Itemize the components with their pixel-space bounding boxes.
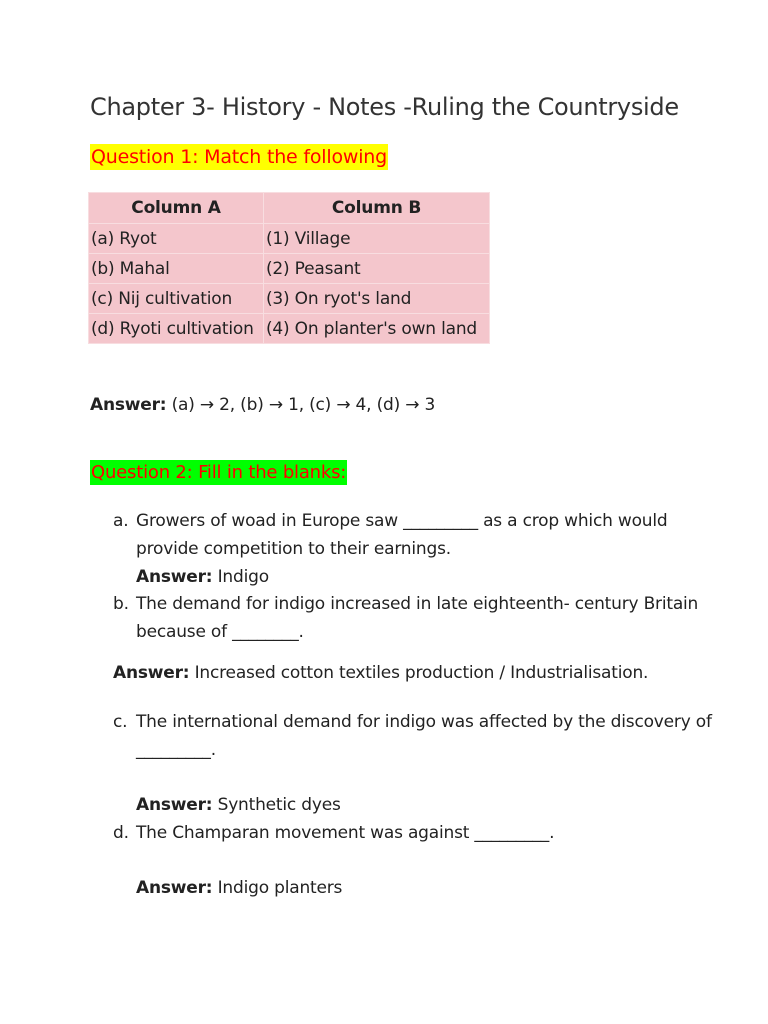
list-marker: a. (113, 511, 129, 531)
item-answer (113, 663, 648, 683)
table-cell: (b) Mahal (89, 254, 264, 284)
column-b-header: Column B (264, 193, 490, 224)
answer-label: Answer: (136, 878, 213, 898)
answer-label: Answer: (136, 795, 213, 815)
answer-label: Answer: (136, 567, 213, 587)
question-text: The international demand for indigo was affected by the discovery of _________. (136, 712, 712, 760)
answer-text: Indigo planters (212, 878, 343, 898)
table-cell: (d) Ryoti cultivation (89, 314, 264, 344)
answer-label: Answer: (90, 395, 167, 415)
list-marker: b. (113, 594, 129, 614)
question-1-answer (90, 395, 435, 415)
table-cell: (1) Village (264, 224, 490, 254)
list-marker: c. (113, 712, 128, 732)
spacer (113, 847, 723, 874)
item-answer (136, 791, 723, 819)
table-cell: (c) Nij cultivation (89, 284, 264, 314)
item-answer (136, 874, 723, 902)
table-header-row (89, 193, 490, 224)
list-marker: d. (113, 823, 129, 843)
item-answer (136, 563, 723, 591)
page-title: Chapter 3- History - Notes -Ruling the Countryside (90, 93, 679, 121)
list-item (113, 507, 723, 591)
match-table (88, 192, 490, 344)
table-cell: (a) Ryot (89, 224, 264, 254)
question-1-heading: Question 1: Match the following (91, 146, 388, 168)
table-row (89, 224, 490, 254)
answer-label: Answer: (113, 663, 190, 683)
table-cell: (3) On ryot's land (264, 284, 490, 314)
question-2-heading: Question 2: Fill in the blanks: (91, 462, 347, 483)
spacer (113, 764, 723, 791)
answer-text: Indigo (212, 567, 269, 587)
answer-text: (a) → 2, (b) → 1, (c) → 4, (d) → 3 (166, 395, 436, 415)
answer-text: Increased cotton textiles production / Industrialisation. (189, 663, 649, 683)
question-text: The Champaran movement was against _________. (136, 823, 555, 843)
answer-text: Synthetic dyes (212, 795, 341, 815)
question-text: The demand for indigo increased in late eighteenth- century Britain because of ________. (136, 594, 699, 642)
table-row (89, 314, 490, 344)
list-item (113, 590, 723, 646)
question-text: Growers of woad in Europe saw _________ as a crop which would provide competition to their earnings. (136, 511, 668, 559)
table-row (89, 254, 490, 284)
table-row (89, 284, 490, 314)
table-cell: (4) On planter's own land (264, 314, 490, 344)
list-item (113, 819, 723, 902)
table-cell: (2) Peasant (264, 254, 490, 284)
list-item (113, 708, 723, 819)
column-a-header: Column A (89, 193, 264, 224)
